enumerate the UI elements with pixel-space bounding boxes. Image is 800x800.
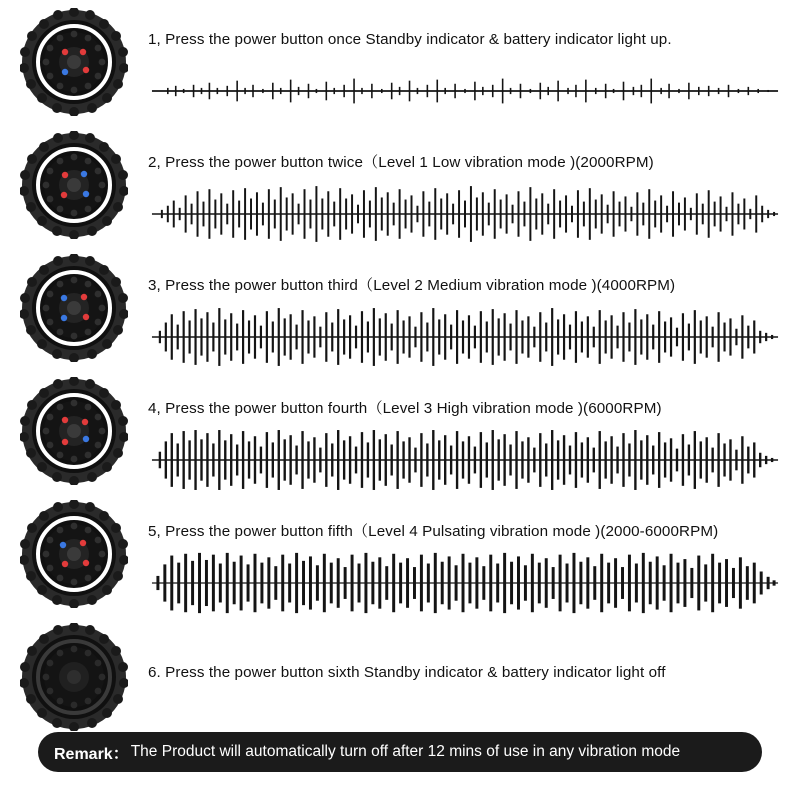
content-cell bbox=[148, 0, 800, 123]
audio-waveform-icon bbox=[148, 183, 782, 245]
step-text: 3, Press the power button third（Level 2 Medium vibration mode )(4000RPM) bbox=[148, 277, 676, 294]
audio-waveform-icon bbox=[148, 306, 782, 368]
remark-bar bbox=[38, 732, 762, 772]
content-cell bbox=[148, 369, 800, 492]
device-cell bbox=[0, 123, 148, 246]
massager-head-icon bbox=[20, 500, 128, 608]
instruction-row bbox=[0, 246, 800, 369]
device-cell bbox=[0, 0, 148, 123]
instruction-row bbox=[0, 369, 800, 492]
audio-waveform-icon bbox=[148, 429, 782, 491]
device-cell bbox=[0, 492, 148, 615]
massager-head-icon bbox=[20, 623, 128, 731]
content-cell bbox=[148, 615, 800, 738]
content-cell bbox=[148, 123, 800, 246]
audio-waveform-icon bbox=[148, 552, 782, 614]
content-cell bbox=[148, 246, 800, 369]
instruction-row bbox=[0, 492, 800, 615]
device-cell bbox=[0, 246, 148, 369]
device-cell bbox=[0, 369, 148, 492]
massager-head-icon bbox=[20, 254, 128, 362]
massager-head-icon bbox=[20, 377, 128, 485]
step-text: 6. Press the power button sixth Standby indicator & battery indicator light off bbox=[148, 664, 666, 681]
instruction-row bbox=[0, 0, 800, 123]
instruction-row bbox=[0, 123, 800, 246]
audio-waveform-icon bbox=[148, 60, 782, 122]
content-cell bbox=[148, 492, 800, 615]
remark-label: Remark： bbox=[54, 745, 129, 763]
massager-head-icon bbox=[20, 131, 128, 239]
device-cell bbox=[0, 615, 148, 738]
step-text: 5, Press the power button fifth（Level 4 Pulsating vibration mode )(2000-6000RPM) bbox=[148, 523, 719, 540]
step-text: 2, Press the power button twice（Level 1 Low vibration mode )(2000RPM) bbox=[148, 154, 654, 171]
massager-head-icon bbox=[20, 8, 128, 116]
remark-text: The Product will automatically turn off after 12 mins of use in any vibration mode bbox=[130, 743, 681, 760]
instruction-row bbox=[0, 615, 800, 738]
step-text: 4, Press the power button fourth（Level 3 High vibration mode )(6000RPM) bbox=[148, 400, 662, 417]
step-text: 1, Press the power button once Standby indicator & battery indicator light up. bbox=[148, 31, 672, 48]
